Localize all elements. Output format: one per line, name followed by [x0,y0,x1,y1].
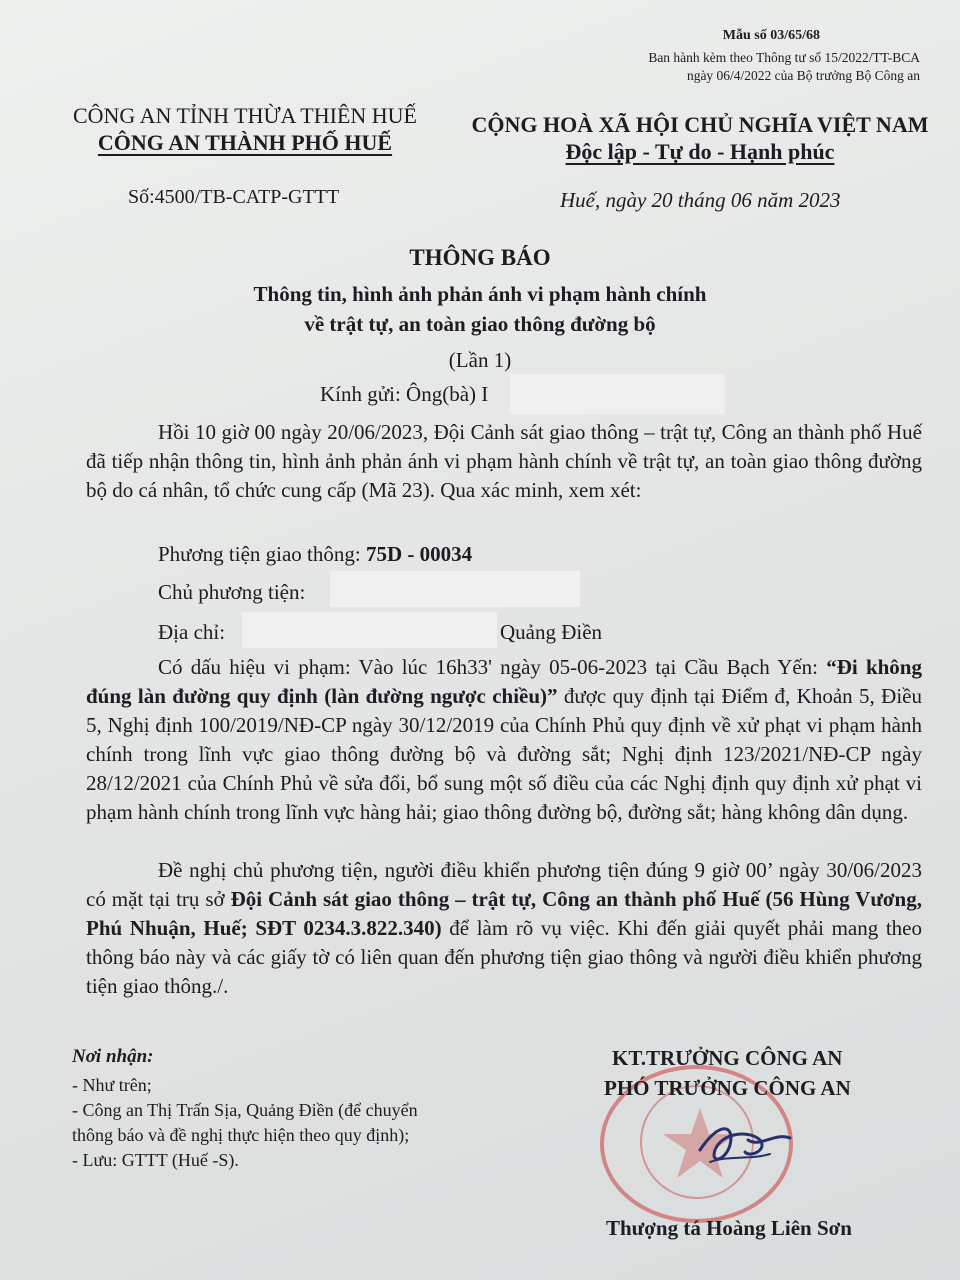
recipients-item-2b: thông báo và đề nghị thực hiện theo quy định); [72,1125,410,1145]
address-label: Địa chỉ: [158,620,226,644]
issuer-unit: CÔNG AN THÀNH PHỐ HUẾ [97,130,393,155]
issuer-parent: CÔNG AN TỈNH THỪA THIÊN HUẾ [72,103,417,128]
recipient-line: Kính gửi: Ông(bà) I [320,382,489,406]
handwritten-signature [690,1110,800,1180]
state-name: CỘNG HOÀ XÃ HỘI CHỦ NGHĨA VIỆT NAM [471,112,929,137]
intro-paragraph: Hồi 10 giờ 00 ngày 20/06/2023, Đội Cảnh sát giao thông – trật tự, Công an thành phố Huế đã tiếp nhận thông tin, hình ảnh phản ánh vi phạm hành chính về trật tự, an toàn giao thông đường bộ do cá nhân, tổ chức cung cấp (Mã 23). Qua xác minh, xem xét: [86,420,922,502]
violation-paragraph: Có dấu hiệu vi phạm: Vào lúc 16h33' ngày 05-06-2023 tại Cầu Bạch Yến: “Đi không đúng làn đường quy định (làn đường ngược chiều)” được quy định tại Điểm đ, Khoản 5, Điều 5, Nghị định 100/2019/NĐ-CP ngày 30/12/2019 của Chính Phủ quy định về xử phạt vi phạm hành chính trong lĩnh vực giao thông đường bộ và đường sắt; Nghị định 123/2021/NĐ-CP ngày 28/12/2021 của Chính Phủ về sửa đổi, bổ sung một số điều của các Nghị định quy định xử phạt vi phạm hành chính trong lĩnh vực hàng hải; giao thông đường bộ, đường sắt; hàng không dân dụng. [86,655,922,824]
form-code: Mẫu số 03/65/68 [722,28,820,43]
document-subtitle-1: Thông tin, hình ảnh phản ánh vi phạm hành chính [253,282,707,306]
form-note-1: Ban hành kèm theo Thông tư số 15/2022/TT-BCA [648,50,920,65]
recipients-item-1: - Như trên; [72,1075,152,1095]
vehicle-plate: 75D - 00034 [365,542,473,566]
request-paragraph: Đề nghị chủ phương tiện, người điều khiển phương tiện đúng 9 giờ 00’ ngày 30/06/2023 có mặt tại trụ sở Đội Cảnh sát giao thông – trật tự, Công an thành phố Huế (56 Hùng Vương, Phú Nhuận, Huế; SĐT 0234.3.822.340) để làm rõ vụ việc. Khi đến giải quyết phải mang theo thông báo này và các giấy tờ có liên quan đến phương tiện giao thông và người điều khiển phương tiện giao thông./. [86,858,923,998]
redacted-owner-name [330,571,580,607]
recipients-title: Nơi nhận: [72,1046,154,1067]
recipients-item-2a: - Công an Thị Trấn Sịa, Quảng Điền (để chuyển [72,1100,418,1120]
document-number: Số:4500/TB-CATP-GTTT [128,186,340,208]
notice-round: (Lần 1) [448,348,512,372]
signature-title-2: PHÓ TRƯỞNG CÔNG AN [604,1076,851,1100]
document-title: THÔNG BÁO [409,245,551,270]
form-note-2: ngày 06/4/2022 của Bộ trưởng Bộ Công an [686,68,920,83]
document-subtitle-2: về trật tự, an toàn giao thông đường bộ [304,312,656,336]
address-suffix: Quảng Điền [500,620,603,644]
signer-name: Thượng tá Hoàng Liên Sơn [606,1216,852,1240]
signature-title-1: KT.TRƯỞNG CÔNG AN [612,1046,843,1070]
redacted-recipient-name [510,374,725,414]
vehicle-line: Phương tiện giao thông: 75D - 00034 [158,542,473,566]
redacted-address [242,612,497,648]
owner-label: Chủ phương tiện: [158,580,306,604]
state-motto: Độc lập - Tự do - Hạnh phúc [565,139,835,164]
office-address: Đội Cảnh sát giao thông – trật tự, Công an thành phố Huế (56 Hùng Vương, Phú Nhuận, Huế; SĐT 0234.3.822.340) [86,887,922,940]
recipients-item-3: - Lưu: GTTT (Huế -S). [72,1150,239,1170]
violation-description: “Đi không đúng làn đường quy định (làn đường ngược chiều)” [86,655,922,708]
issue-date: Huế, ngày 20 tháng 06 năm 2023 [560,188,841,212]
